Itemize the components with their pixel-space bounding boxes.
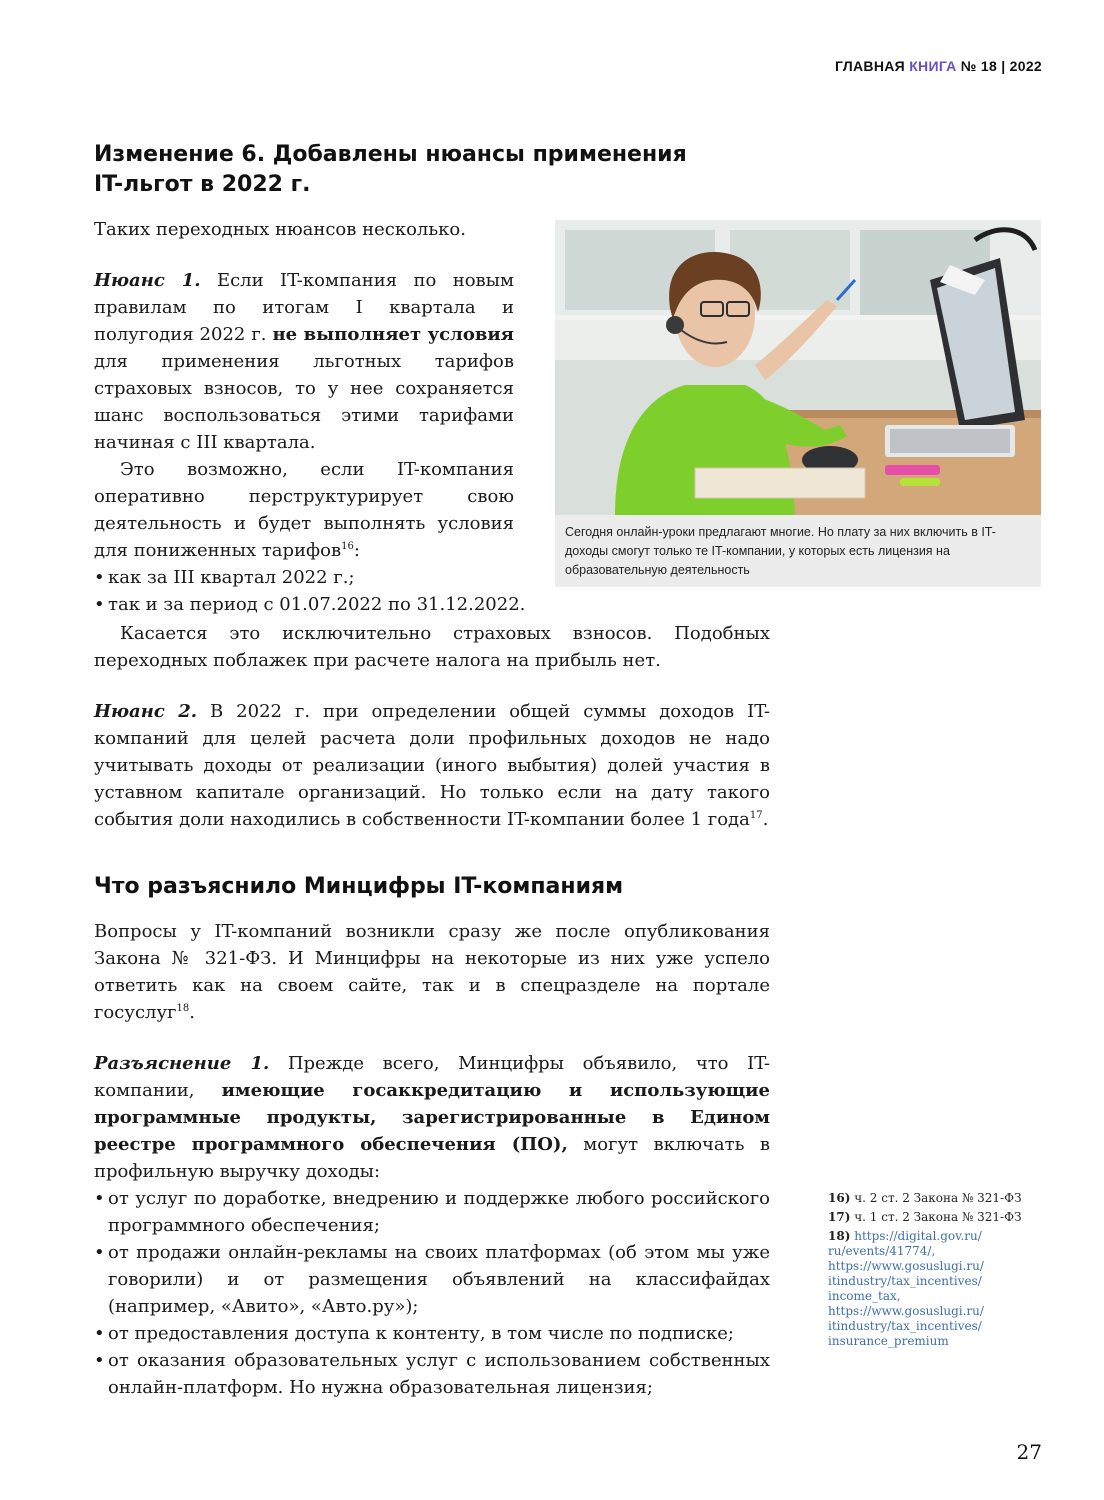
nuance-2-lead: Нюанс 2. xyxy=(94,701,198,722)
list-item: • от оказания образовательных услуг с использованием собственных онлайн-платформ. Но нужна образовательная лицензия; xyxy=(94,1347,770,1401)
footnote-ref-18: 18 xyxy=(176,1003,190,1014)
page-number: 27 xyxy=(1016,1440,1042,1464)
list-item: • от услуг по доработке, внедрению и поддержке любого российского программного обеспечения; xyxy=(94,1185,770,1239)
footnote-link[interactable]: itindustry/tax_incentives/ xyxy=(828,1319,982,1333)
photo-online-lesson xyxy=(555,220,1041,515)
footnote-link[interactable]: income_tax, xyxy=(828,1289,901,1303)
footnotes xyxy=(828,1191,1068,1353)
main-column xyxy=(94,620,770,833)
section-heading-change-6: Изменение 6. Добавлены нюансы применения IT-льгот в 2022 г. xyxy=(94,142,687,197)
footnote-18: 18) https://digital.gov.ru/ ru/events/41774/, https://www.gosuslugi.ru/ itindustry/tax_incentives/ income_tax, https://www.gosuslugi.ru/ itindustry/tax_incentives/ insurance_premium xyxy=(828,1229,1068,1349)
footnote-link[interactable]: itindustry/tax_incentives/ xyxy=(828,1274,982,1288)
footnote-link[interactable]: https://www.gosuslugi.ru/ xyxy=(828,1304,984,1318)
section-2-intro: Вопросы у IT-компаний возникли сразу же после опубликования Закона № 321-ФЗ. И Минцифры на некоторые из них уже успело ответить как на своем сайте, так и в спецразделе на портале госуслуг$^{18}$. xyxy=(94,921,770,1023)
masthead-issue: № 18 | 2022 xyxy=(956,58,1042,74)
section-2-column xyxy=(94,918,770,1401)
footnote-ref-16: 16 xyxy=(341,541,354,552)
masthead xyxy=(835,58,1042,74)
photo-caption: Сегодня онлайн-уроки предлагают многие. Но плату за них включить в IT-доходы смогут только те IT-компании, у которых есть лицензия на образовательную деятельность xyxy=(555,515,1041,587)
nuance-1-lead: Нюанс 1. xyxy=(94,270,201,291)
list-item: • от продажи онлайн-рекламы на своих платформах (об этом мы уже говорили) и от размещения объявлений на классифайдах (например, «Авито», «Авто.ру»); xyxy=(94,1239,770,1320)
footnote-17: 17) ч. 1 ст. 2 Закона № 321-ФЗ xyxy=(828,1210,1022,1224)
nuance-1-paragraph-2: Это возможно, если IT-компания оперативно перструктурирует свою деятельность и будет выполнять условия для пониженных тарифов$^{16}$: xyxy=(94,459,514,561)
footnote-link[interactable]: https://www.gosuslugi.ru/ xyxy=(828,1259,984,1273)
nuance-2-paragraph: Нюанс 2. В 2022 г. при определении общей суммы доходов IT-компаний для целей расчета доли профильных доходов не надо учитывать доходы от реализации (иного выбытия) долей участия в уставном капитале организаций. Но только если на дату такого события доли находились в собственности IT-компании более 1 года$^{17}$. xyxy=(94,701,770,830)
nuance-1-paragraph-3: Касается это исключительно страховых взносов. Подобных переходных поблажек при расчете налога на прибыль нет. xyxy=(94,623,770,671)
clarification-1-paragraph: Разъяснение 1. Прежде всего, Минцифры объявило, что IT-компании, имеющие госаккредитацию и использующие программные продукты, зарегистрированные в Едином реестре программного обеспечения (ПО), могут включать в профильную выручку доходы: xyxy=(94,1053,770,1182)
narrow-column xyxy=(94,216,526,618)
footnote-link[interactable]: ru/events/41774/, xyxy=(828,1244,936,1258)
footnote-link[interactable]: https://digital.gov.ru/ xyxy=(854,1229,982,1243)
clarification-1-bullets xyxy=(94,1185,770,1401)
clarification-1-lead: Разъяснение 1. xyxy=(94,1053,270,1074)
footnote-ref-17: 17 xyxy=(749,810,763,821)
list-item: • от предоставления доступа к контенту, в том числе по подписке; xyxy=(94,1320,770,1347)
masthead-title: ГЛАВНАЯ xyxy=(834,58,910,74)
footnote-link[interactable]: insurance_premium xyxy=(828,1334,949,1348)
nuance-1-bullets xyxy=(94,564,526,618)
masthead-title-accent: КНИГА xyxy=(909,58,957,74)
section-heading-mincifry: Что разъяснило Минцифры IT-компаниям xyxy=(94,874,624,899)
nuance-1-paragraph: Нюанс 1. Если IT-компания по новым правилам по итогам I квартала и полугодия 2022 г. не выполняет условия для применения льготных тарифов страховых взносов, то у нее сохраняется шанс воспользоваться этими тарифами начиная с III квартала. xyxy=(94,270,514,453)
footnote-16: 16) ч. 2 ст. 2 Закона № 321-ФЗ xyxy=(828,1191,1022,1205)
intro-paragraph: Таких переходных нюансов несколько. xyxy=(94,219,466,240)
nuance-1-bold: не выполняет условия xyxy=(272,324,514,345)
clarification-1-bold: имеющие госаккредитацию и использующие программные продукты, зарегистрированные в Едином реестре программного обеспечения (ПО), xyxy=(94,1080,770,1155)
list-item: • так и за период с 01.07.2022 по 31.12.2022. xyxy=(94,591,514,618)
list-item: • как за III квартал 2022 г.; xyxy=(94,564,514,591)
photo-illustration xyxy=(555,220,1041,515)
